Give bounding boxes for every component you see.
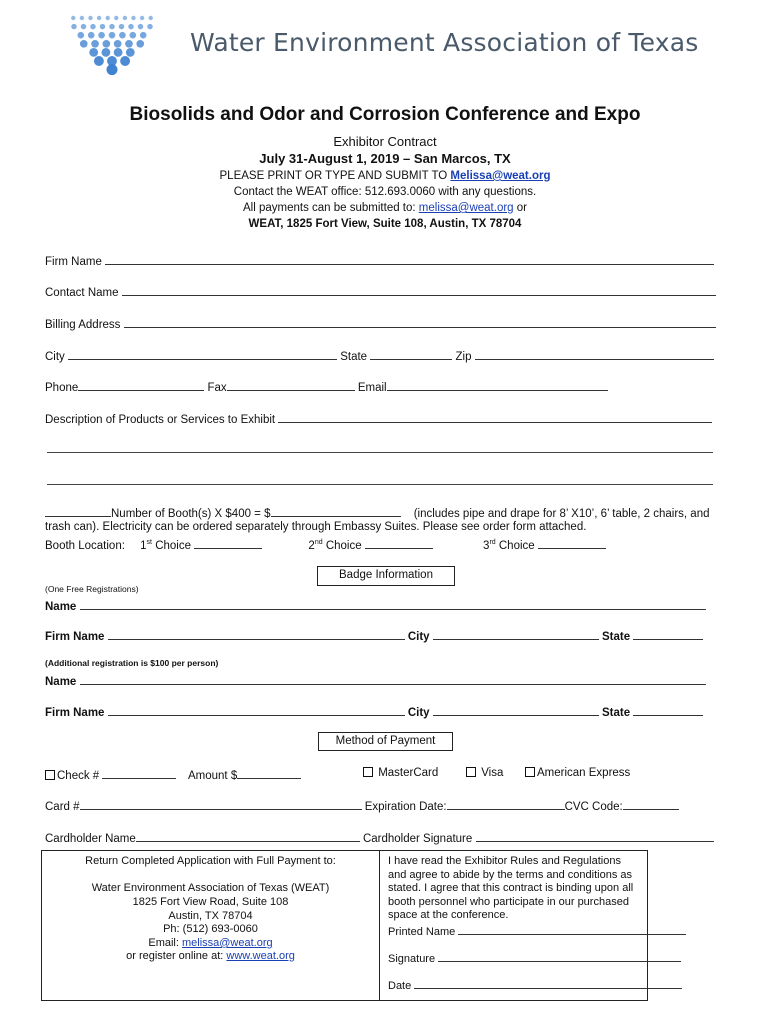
second-choice-num: 2 <box>308 540 315 552</box>
badge-firm-line-2[interactable] <box>108 704 405 716</box>
signature-label: Signature <box>388 953 436 965</box>
payments-info <box>0 202 770 214</box>
badge-name-field-2[interactable] <box>45 673 706 688</box>
logo-dot <box>114 48 123 57</box>
printed-name-field[interactable] <box>388 923 640 940</box>
billing-address-field[interactable] <box>45 316 716 331</box>
return-email-link[interactable]: melissa@weat.org <box>181 937 273 949</box>
logo-dot <box>138 24 144 30</box>
logo-dot <box>88 16 92 20</box>
mastercard-option[interactable] <box>363 767 438 779</box>
booth-electricity-note: trash can). Electricity can be ordered separately through Embassy Suites. Please see order form attached. <box>45 521 587 533</box>
zip-line[interactable] <box>475 348 714 360</box>
logo-dot <box>102 48 111 57</box>
signature-field[interactable] <box>388 950 640 967</box>
bottom-box-divider <box>379 851 380 1000</box>
firm-name-line[interactable] <box>105 253 714 265</box>
bottom-box <box>41 850 648 1001</box>
return-org: Water Environment Association of Texas (WEAT) <box>91 882 330 894</box>
subtitle: Exhibitor Contract <box>333 134 437 149</box>
fax-label: Fax <box>207 382 227 394</box>
badge-name-line-1[interactable] <box>80 598 706 610</box>
badge-state-line-2[interactable] <box>633 704 703 716</box>
cvc-line[interactable] <box>623 798 679 810</box>
cardholder-field[interactable] <box>45 830 714 845</box>
amount-field[interactable] <box>188 767 301 782</box>
third-choice-num: 3 <box>483 540 490 552</box>
card-number-field[interactable] <box>45 798 679 813</box>
logo-dot <box>125 40 133 48</box>
logo-dot <box>119 24 125 30</box>
logo-dot <box>88 32 95 39</box>
state-label: State <box>340 351 368 363</box>
badge-city-label-1: City <box>407 631 430 643</box>
payments-prefix: All payments can be submitted to: <box>243 202 419 214</box>
logo-dot <box>140 32 147 39</box>
return-online <box>42 950 379 964</box>
contact-name-field[interactable] <box>45 284 716 299</box>
logo-dot <box>97 16 101 20</box>
description-line-1[interactable] <box>278 411 712 423</box>
logo-dot <box>106 16 110 20</box>
badge-name-label-1: Name <box>45 601 77 613</box>
state-line[interactable] <box>370 348 452 360</box>
firm-name-label: Firm Name <box>45 256 102 268</box>
billing-address-line[interactable] <box>124 316 716 328</box>
email-label: Email <box>357 382 387 394</box>
badge-city-line-2[interactable] <box>433 704 599 716</box>
logo-dot <box>149 16 153 20</box>
mastercard-checkbox[interactable] <box>363 767 373 777</box>
first-choice-label: Choice <box>155 540 191 552</box>
printed-name-line[interactable] <box>458 923 686 935</box>
second-choice-sup: nd <box>314 539 323 547</box>
logo-dot <box>147 24 153 30</box>
check-number-line[interactable] <box>102 767 176 779</box>
office-address: WEAT, 1825 Fort View, Suite 108, Austin, TX 78704 <box>248 218 522 230</box>
logo-dot <box>109 24 115 30</box>
cvc-label: CVC Code: <box>564 801 623 813</box>
badge-firm-line-1[interactable] <box>108 628 405 640</box>
firm-name-field[interactable] <box>45 253 714 268</box>
first-choice-sup: st <box>146 539 152 547</box>
phone-fax-email-field[interactable] <box>45 379 608 394</box>
page-title: Biosolids and Odor and Corrosion Conference and Expo <box>129 104 641 125</box>
mastercard-label: MasterCard <box>378 767 439 779</box>
free-registration-note: (One Free Registrations) <box>45 584 139 594</box>
badge-city-line-1[interactable] <box>433 628 599 640</box>
logo-dot <box>80 40 88 48</box>
badge-firm-field-2[interactable] <box>45 704 703 719</box>
first-choice <box>140 540 262 552</box>
check-label: Check # <box>57 770 100 782</box>
event-dates: July 31-August 1, 2019 – San Marcos, TX <box>259 151 511 166</box>
billing-address-label: Billing Address <box>45 319 121 331</box>
logo-dot <box>103 40 111 48</box>
logo-dot <box>120 56 130 66</box>
logo-dot <box>136 40 144 48</box>
card-number-line[interactable] <box>80 798 362 810</box>
description-label: Description of Products or Services to Exhibit <box>45 414 276 426</box>
print-instructions <box>0 170 770 182</box>
badge-name-line-2[interactable] <box>80 673 706 685</box>
logo-dot <box>119 32 126 39</box>
logo-dot <box>128 24 134 30</box>
visa-checkbox[interactable] <box>466 767 476 777</box>
return-email <box>42 937 379 951</box>
payment-method-heading: Method of Payment <box>318 732 453 751</box>
logo-dot <box>130 32 137 39</box>
amex-option[interactable] <box>525 767 630 779</box>
third-choice-line[interactable] <box>538 537 606 549</box>
booth-location-label: Booth Location: <box>45 540 125 552</box>
booth-count-field[interactable] <box>45 505 709 520</box>
phone-label: Phone <box>45 382 79 394</box>
description-line-3[interactable] <box>47 484 713 485</box>
amex-label: American Express <box>537 767 631 779</box>
city-state-zip-field[interactable] <box>45 348 714 363</box>
amount-label: Amount $ <box>188 770 238 782</box>
visa-option[interactable] <box>466 767 503 779</box>
second-choice-label: Choice <box>325 540 362 552</box>
booth-count-line[interactable] <box>45 505 111 517</box>
return-online-prefix: or register online at: <box>126 950 227 962</box>
description-field[interactable] <box>45 411 712 426</box>
weat-logo <box>60 14 172 76</box>
date-label: Date <box>388 980 412 992</box>
date-field[interactable] <box>388 977 640 994</box>
contact-name-label: Contact Name <box>45 287 119 299</box>
return-heading: Return Completed Application with Full Payment to: <box>85 855 336 867</box>
badge-state-label-2: State <box>601 707 631 719</box>
return-street: 1825 Fort View Road, Suite 108 <box>132 896 289 908</box>
zip-label: Zip <box>455 351 472 363</box>
return-phone: Ph: (512) 693-0060 <box>163 923 258 935</box>
check-checkbox[interactable] <box>45 770 55 780</box>
description-line-2[interactable] <box>47 452 713 453</box>
visa-label: Visa <box>481 767 504 779</box>
date-line[interactable] <box>414 977 682 989</box>
second-choice-line[interactable] <box>365 537 433 549</box>
logo-dot <box>71 24 77 30</box>
expiration-label: Expiration Date: <box>364 801 447 813</box>
logo-dot <box>126 48 135 57</box>
city-label: City <box>45 351 65 363</box>
logo-dot <box>109 32 116 39</box>
agreement-text: I have read the Exhibitor Rules and Regulations and agree to abide by the terms and conditions as stated. I agree that this contract is binding upon all booth personnel who participate in our purchased space at the conference. <box>388 855 634 921</box>
second-choice <box>308 540 432 552</box>
cardholder-signature-line[interactable] <box>476 830 714 842</box>
logo-dot <box>90 24 96 30</box>
printed-name-label: Printed Name <box>388 926 456 938</box>
booth-location-field[interactable] <box>45 537 606 552</box>
badge-name-label-2: Name <box>45 676 77 688</box>
third-choice-sup: rd <box>489 539 496 547</box>
payments-email-link[interactable]: melissa@weat.org <box>418 202 514 214</box>
amex-checkbox[interactable] <box>525 767 535 777</box>
contact-info: Contact the WEAT office: 512.693.0060 with any questions. <box>233 186 537 198</box>
cardholder-signature-label: Cardholder Signature <box>362 833 473 845</box>
email-line[interactable] <box>387 379 608 391</box>
logo-dot <box>91 40 99 48</box>
amount-line[interactable] <box>237 767 301 779</box>
expiration-line[interactable] <box>447 798 565 810</box>
first-choice-line[interactable] <box>194 537 262 549</box>
booth-includes-text: (includes pipe and drape for 8’ X10’, 6’ table, 2 chairs, and <box>413 508 710 520</box>
logo-dot <box>78 32 85 39</box>
contact-name-line[interactable] <box>122 284 716 296</box>
booth-total-line[interactable] <box>271 505 401 517</box>
badge-firm-field-1[interactable] <box>45 628 703 643</box>
card-number-label: Card # <box>45 801 80 813</box>
logo-dot <box>89 48 98 57</box>
third-choice <box>483 540 606 552</box>
cardholder-name-line[interactable] <box>136 830 360 842</box>
phone-line[interactable] <box>78 379 204 391</box>
logo-dot <box>94 56 104 66</box>
logo-dot <box>114 16 118 20</box>
logo-dot <box>80 16 84 20</box>
badge-firm-label-2: Firm Name <box>45 707 105 719</box>
org-name: Water Environment Association of Texas <box>190 28 699 57</box>
third-choice-label: Choice <box>498 540 535 552</box>
fax-line[interactable] <box>227 379 355 391</box>
print-prefix: PLEASE PRINT OR TYPE AND SUBMIT TO <box>219 170 451 182</box>
logo-dot <box>81 24 87 30</box>
website-link[interactable]: www.weat.org <box>226 950 295 962</box>
logo-dot <box>123 16 127 20</box>
logo-dot <box>114 40 122 48</box>
badge-firm-label-1: Firm Name <box>45 631 105 643</box>
badge-state-line-1[interactable] <box>633 628 703 640</box>
city-line[interactable] <box>68 348 337 360</box>
logo-dot <box>107 64 118 75</box>
badge-info-heading: Badge Information <box>317 566 455 586</box>
badge-state-label-1: State <box>601 631 631 643</box>
check-field[interactable] <box>45 767 176 782</box>
additional-registration-note: (Additional registration is $100 per person) <box>45 658 219 668</box>
first-choice-num: 1 <box>140 540 147 552</box>
return-email-label: Email: <box>148 937 182 949</box>
cardholder-name-label: Cardholder Name <box>45 833 136 845</box>
payments-suffix: or <box>513 202 527 214</box>
logo-dot <box>98 32 105 39</box>
badge-name-field-1[interactable] <box>45 598 706 613</box>
return-city: Austin, TX 78704 <box>168 910 253 922</box>
logo-dot <box>140 16 144 20</box>
logo-dot <box>131 16 135 20</box>
submit-email-link[interactable]: Melissa@weat.org <box>450 170 551 182</box>
badge-city-label-2: City <box>407 707 430 719</box>
logo-dot <box>71 16 75 20</box>
booth-count-text: Number of Booth(s) X $400 = $ <box>111 508 271 520</box>
signature-line[interactable] <box>438 950 681 962</box>
logo-dot <box>100 24 106 30</box>
